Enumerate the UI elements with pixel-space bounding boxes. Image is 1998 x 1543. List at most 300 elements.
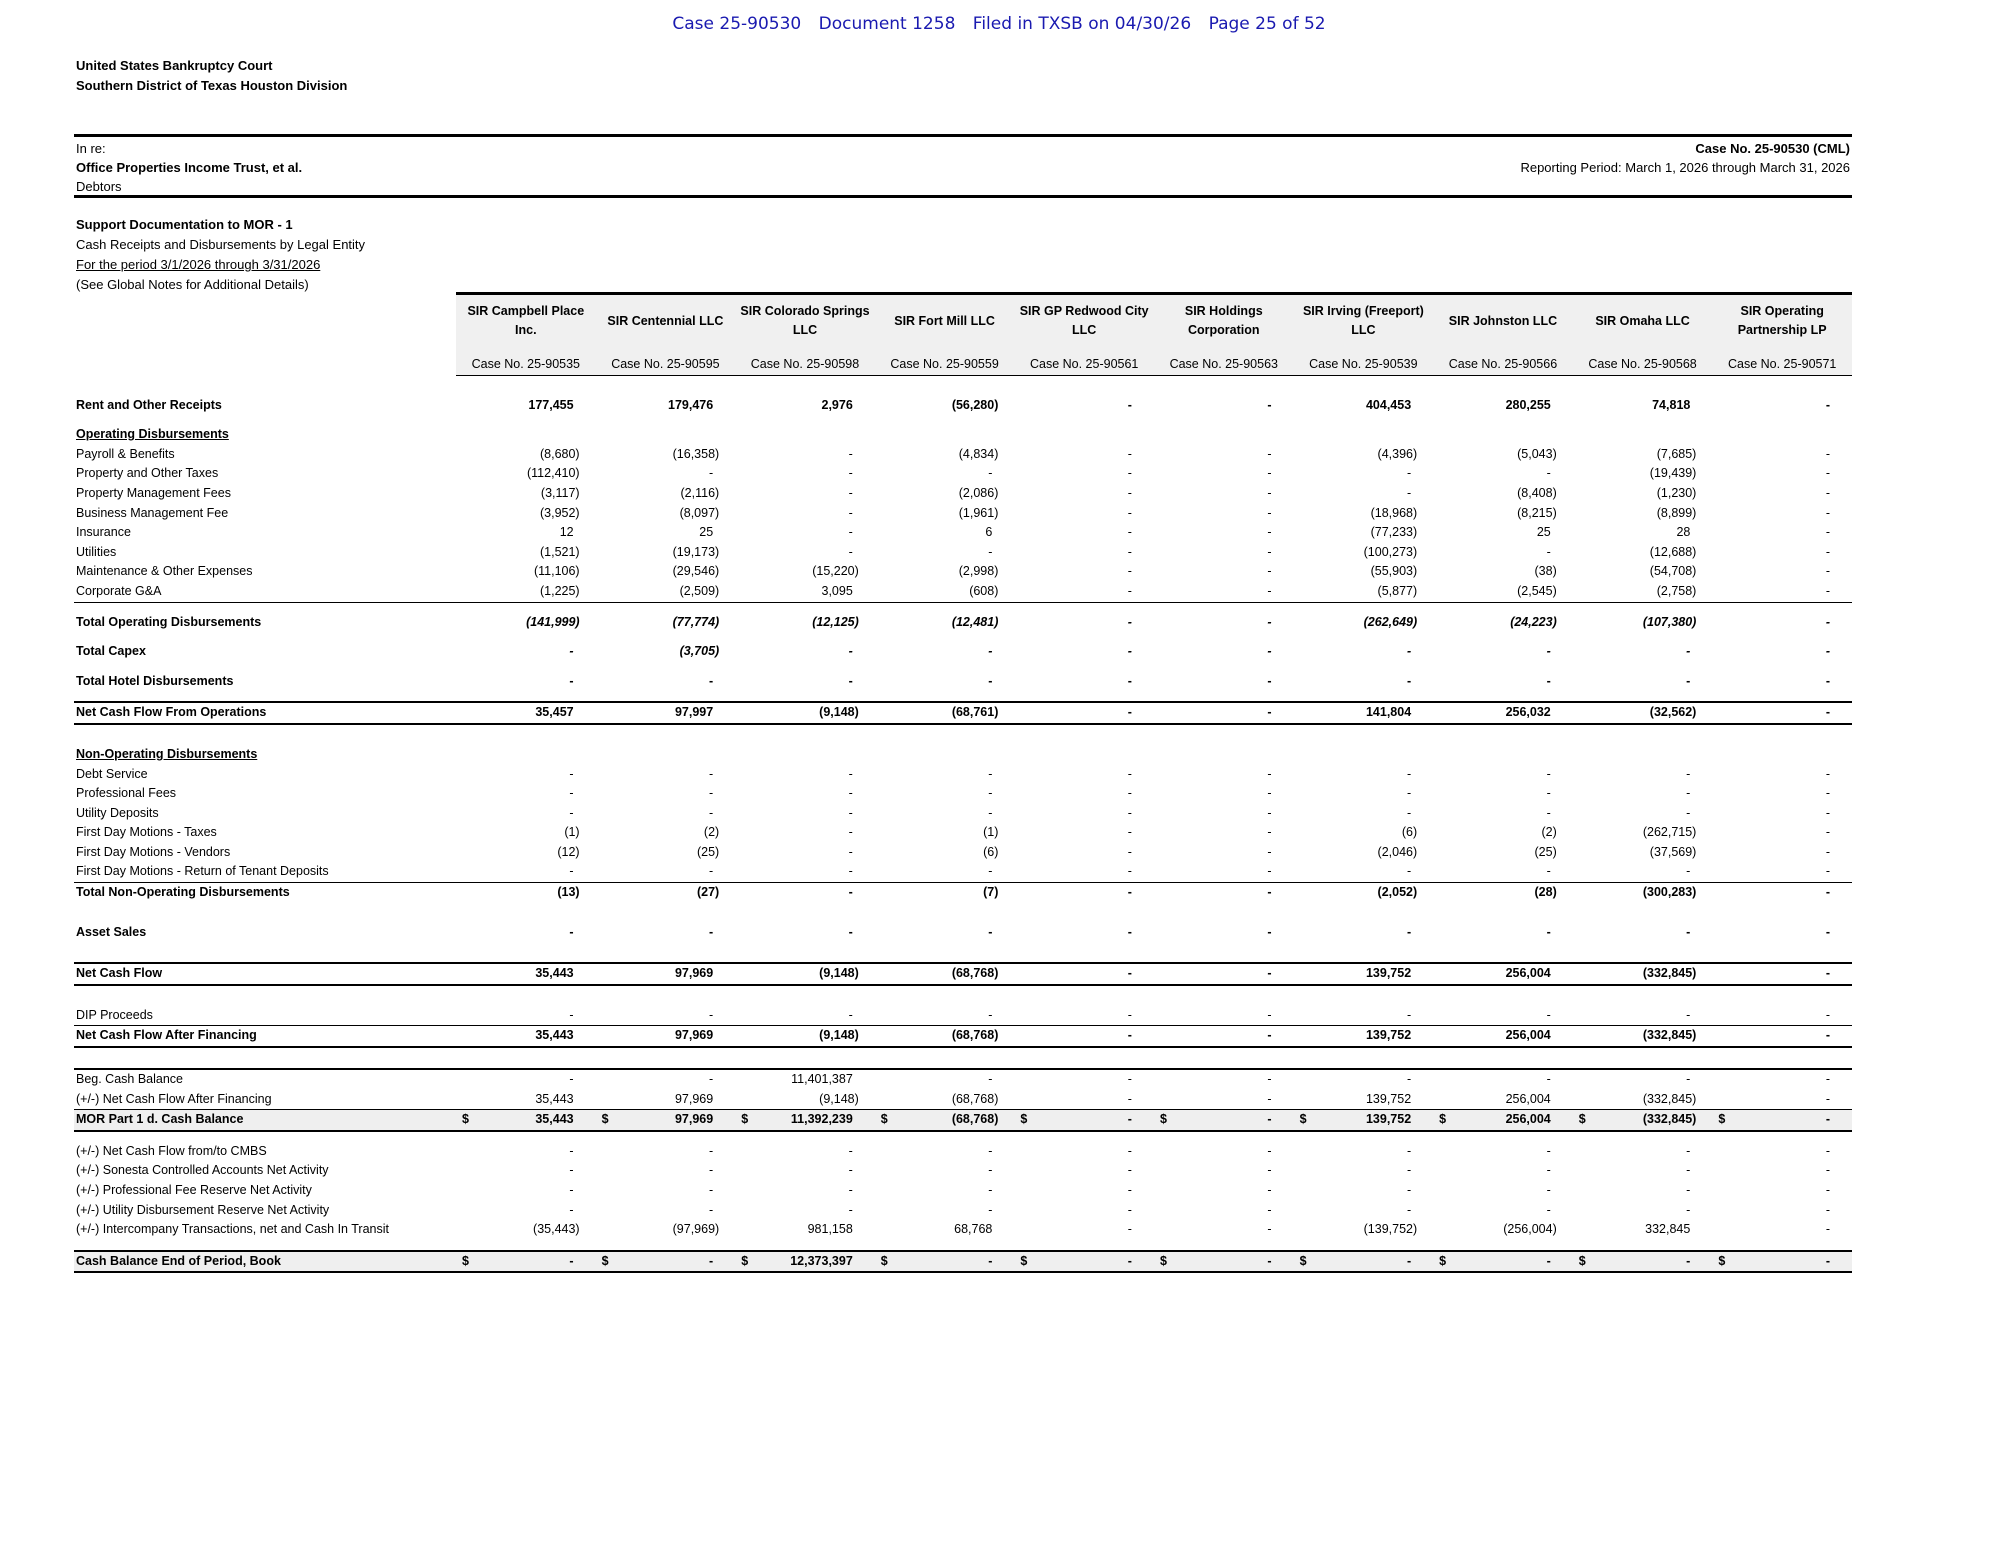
- value-cell: -: [988, 924, 993, 939]
- stamp-page: Page 25 of 52: [1208, 14, 1326, 34]
- value-cell: (13): [557, 885, 580, 900]
- value-cell: -: [1825, 564, 1830, 579]
- value-cell: 35,443: [456, 1090, 596, 1110]
- value-cell: (3,952): [539, 505, 580, 520]
- spacer-cell: [1573, 1240, 1713, 1251]
- value-cell: -: [1825, 614, 1830, 629]
- spacer-cell: [1712, 724, 1852, 745]
- debtor-name: Office Properties Income Trust, et al.: [76, 160, 303, 175]
- value-cell: -: [1546, 786, 1551, 801]
- value-cell: (1,961): [958, 505, 999, 520]
- value-cell: -: [709, 1072, 714, 1087]
- entity-case-number: Case No. 25-90566: [1433, 355, 1573, 375]
- value-cell: -: [1686, 1163, 1691, 1178]
- value-cell: -: [1127, 544, 1132, 559]
- value-cell: 256,004: [1433, 1026, 1573, 1047]
- in-re: In re:: [76, 141, 106, 156]
- row-label: Property Management Fees: [76, 485, 231, 500]
- spacer-cell: [74, 415, 456, 425]
- table-row-interco: [74, 1220, 1852, 1240]
- dollar-value-cell: [596, 1110, 736, 1131]
- value-cell: -: [1127, 1163, 1132, 1178]
- dollar-value-cell: [1294, 1251, 1434, 1273]
- value-cell: (1,225): [456, 582, 596, 602]
- empty-cell: [1433, 745, 1573, 765]
- dollar-value-cell: [735, 1251, 875, 1273]
- value-cell: 35,443: [456, 1026, 596, 1047]
- value-cell: -: [569, 1072, 574, 1087]
- value-cell: -: [848, 825, 853, 840]
- spacer-cell: [1433, 1240, 1573, 1251]
- value-cell: (68,768): [875, 1026, 1015, 1047]
- row-label: Utilities: [76, 544, 117, 559]
- spacer-cell: [596, 662, 736, 672]
- dollar-sign: $: [880, 1253, 888, 1268]
- value-cell: -: [848, 786, 853, 801]
- label-column-header: [74, 294, 456, 348]
- value-cell: -: [569, 805, 574, 820]
- spacer-cell: [1294, 691, 1434, 702]
- cell-value: -: [1686, 1253, 1691, 1268]
- value-cell: (1,230): [1656, 485, 1697, 500]
- value-cell: -: [1433, 1006, 1573, 1026]
- value-cell: -: [848, 805, 853, 820]
- value-cell: -: [1267, 1222, 1272, 1237]
- dollar-value-cell: [875, 1110, 1015, 1131]
- header-gap-cell: [1154, 347, 1294, 355]
- header-gap-cell: [1573, 347, 1713, 355]
- value-cell: -: [1825, 1202, 1830, 1217]
- row-label: Net Cash Flow From Operations: [74, 702, 456, 724]
- spacer-cell: [456, 415, 596, 425]
- value-cell: -: [1406, 805, 1412, 820]
- spacer-cell: [74, 1047, 456, 1069]
- spacer-cell: [1573, 724, 1713, 745]
- cell-value: -: [1267, 1253, 1272, 1268]
- dollar-value-cell: [1014, 1110, 1154, 1131]
- dollar-value-cell: [1433, 1251, 1573, 1273]
- value-cell: 2,976: [821, 397, 853, 412]
- value-cell: 25: [1536, 525, 1551, 540]
- value-cell: -: [1712, 1090, 1852, 1110]
- value-cell: -: [1154, 1006, 1294, 1026]
- spacer-cell: [735, 903, 875, 923]
- spacer-cell: [735, 985, 875, 1006]
- dollar-sign: $: [1299, 1253, 1307, 1268]
- header-gap-cell: [735, 347, 875, 355]
- value-cell: 179,476: [668, 397, 714, 412]
- row-label: First Day Motions - Return of Tenant Deposits: [74, 862, 456, 882]
- dollar-value-cell: [1573, 1251, 1713, 1273]
- spacer-cell: [1294, 375, 1434, 396]
- spacer-cell: [1712, 691, 1852, 702]
- spacer-cell: [596, 632, 736, 642]
- spacer-cell: [735, 1047, 875, 1069]
- value-cell: 256,032: [1433, 702, 1573, 724]
- spacer-cell: [1573, 632, 1713, 642]
- value-cell: -: [735, 862, 875, 882]
- cell-value: 12,373,397: [790, 1253, 853, 1268]
- value-cell: -: [1267, 466, 1272, 481]
- spacer-cell: [74, 375, 456, 396]
- value-cell: -: [988, 1143, 993, 1158]
- spacer-cell: [735, 662, 875, 672]
- entity-column-header: SIR Irving (Freeport) LLC: [1294, 294, 1434, 348]
- cell-value: 139,752: [1365, 1112, 1412, 1127]
- value-cell: -: [1014, 702, 1154, 724]
- dollar-sign: $: [1159, 1112, 1167, 1127]
- value-cell: -: [1127, 1143, 1132, 1158]
- value-cell: -: [1127, 466, 1132, 481]
- value-cell: -: [1546, 1163, 1551, 1178]
- value-cell: (1): [564, 825, 580, 840]
- value-cell: 35,457: [456, 702, 596, 724]
- spacer-cell: [456, 985, 596, 1006]
- entity-column-header: SIR Colorado Springs LLC: [735, 294, 875, 348]
- value-cell: -: [1406, 1143, 1412, 1158]
- spacer-cell: [1014, 602, 1154, 613]
- value-cell: 256,004: [1433, 963, 1573, 985]
- spacer-cell: [596, 1131, 736, 1142]
- value-cell: -: [1686, 805, 1691, 820]
- spacer-cell: [456, 1240, 596, 1251]
- spacer-cell: [1154, 985, 1294, 1006]
- value-cell: -: [1712, 862, 1852, 882]
- dollar-sign: $: [1020, 1253, 1028, 1268]
- spacer-cell: [1433, 985, 1573, 1006]
- value-cell: (12,688): [1649, 544, 1697, 559]
- cell-value: -: [1267, 1112, 1272, 1127]
- entity-column-header: SIR Centennial LLC: [596, 294, 736, 348]
- value-cell: -: [1406, 786, 1412, 801]
- value-cell: 3,095: [735, 582, 875, 602]
- value-cell: (19,439): [1649, 466, 1697, 481]
- value-cell: (18,968): [1370, 505, 1418, 520]
- value-cell: 332,845: [1645, 1222, 1691, 1237]
- spacer-cell: [1573, 985, 1713, 1006]
- cell-value: 256,004: [1505, 1112, 1551, 1127]
- value-cell: -: [709, 805, 714, 820]
- spacer-cell: [74, 662, 456, 672]
- value-cell: (332,845): [1573, 1090, 1713, 1110]
- dollar-value-cell: [456, 1251, 596, 1273]
- value-cell: -: [848, 466, 853, 481]
- empty-cell: [1712, 425, 1852, 445]
- value-cell: -: [1825, 1183, 1830, 1197]
- value-cell: -: [1014, 582, 1154, 602]
- value-cell: -: [1294, 1006, 1434, 1026]
- value-cell: -: [1546, 544, 1551, 559]
- spacer-cell: [1433, 1047, 1573, 1069]
- dollar-sign: $: [1578, 1253, 1586, 1268]
- value-cell: 256,004: [1433, 1090, 1573, 1110]
- value-cell: -: [1014, 963, 1154, 985]
- value-cell: (7): [983, 885, 999, 900]
- value-cell: -: [1406, 673, 1412, 688]
- cell-value: 97,969: [674, 1112, 714, 1127]
- value-cell: -: [709, 924, 714, 939]
- spacer-cell: [735, 1240, 875, 1251]
- value-cell: (332,845): [1573, 963, 1713, 985]
- spacer-cell: [875, 1047, 1015, 1069]
- table-row-mor-cash: [74, 1110, 1852, 1131]
- value-cell: 97,969: [596, 1026, 736, 1047]
- table-row-rent: [74, 396, 1852, 416]
- value-cell: -: [848, 1202, 853, 1217]
- value-cell: -: [988, 786, 993, 801]
- value-cell: -: [1127, 766, 1132, 781]
- spacer-row: [74, 632, 1852, 642]
- value-cell: (1,521): [539, 544, 580, 559]
- dollar-value-cell: [1573, 1110, 1713, 1131]
- value-cell: -: [848, 1163, 853, 1178]
- row-label: Net Cash Flow: [74, 963, 456, 985]
- case-number: Case No. 25-90530 (CML): [1695, 141, 1850, 156]
- row-label: Asset Sales: [76, 924, 147, 939]
- spacer-row: [74, 1240, 1852, 1251]
- table-row-sonesta: [74, 1161, 1852, 1181]
- value-cell: -: [988, 544, 993, 559]
- header-gap-cell: [1712, 347, 1852, 355]
- value-cell: 68,768: [954, 1222, 993, 1237]
- value-cell: -: [1127, 397, 1132, 412]
- value-cell: -: [569, 1143, 574, 1158]
- value-cell: -: [1294, 862, 1434, 882]
- value-cell: -: [848, 924, 853, 939]
- spacer-cell: [1294, 1240, 1434, 1251]
- table-row-util-reserve: [74, 1201, 1852, 1221]
- spacer-cell: [1573, 1131, 1713, 1142]
- value-cell: -: [1267, 805, 1272, 820]
- spacer-cell: [1712, 1047, 1852, 1069]
- entity-case-number: Case No. 25-90598: [735, 355, 875, 375]
- table-row-beg-cash: [74, 1069, 1852, 1090]
- value-cell: (3,705): [679, 644, 720, 659]
- row-label: Professional Fees: [76, 786, 177, 801]
- table-row-total-nonop: [74, 883, 1852, 903]
- value-cell: -: [988, 766, 993, 781]
- spacer-cell: [1433, 375, 1573, 396]
- spacer-cell: [596, 942, 736, 963]
- spacer-row: [74, 985, 1852, 1006]
- value-cell: -: [456, 1006, 596, 1026]
- row-label: Debt Service: [76, 766, 148, 781]
- value-cell: -: [1686, 924, 1691, 939]
- value-cell: (2,052): [1377, 885, 1418, 900]
- row-label: Total Operating Disbursements: [76, 614, 262, 629]
- value-cell: -: [1825, 885, 1830, 900]
- value-cell: -: [1406, 485, 1412, 500]
- dollar-sign: $: [601, 1253, 609, 1268]
- value-cell: -: [1825, 805, 1830, 820]
- spacer-cell: [875, 985, 1015, 1006]
- value-cell: -: [848, 673, 853, 688]
- value-cell: -: [1825, 1143, 1830, 1158]
- spacer-cell: [456, 602, 596, 613]
- spacer-cell: [1154, 375, 1294, 396]
- spacer-cell: [1433, 691, 1573, 702]
- value-cell: -: [1127, 825, 1132, 840]
- entity-column-header: SIR Campbell Place Inc.: [456, 294, 596, 348]
- value-cell: (56,280): [951, 397, 999, 412]
- empty-cell: [1154, 745, 1294, 765]
- header-gap-cell: [456, 347, 596, 355]
- value-cell: (8,408): [1517, 485, 1557, 500]
- value-cell: (4,396): [1377, 446, 1418, 461]
- spacer-cell: [74, 903, 456, 923]
- value-cell: -: [1267, 885, 1272, 900]
- table-row-insurance: [74, 523, 1852, 543]
- value-cell: -: [1127, 1202, 1132, 1217]
- cell-value: -: [569, 1253, 574, 1268]
- value-cell: -: [456, 862, 596, 882]
- spacer-cell: [596, 415, 736, 425]
- spacer-cell: [74, 1240, 456, 1251]
- value-cell: (141,999): [526, 614, 580, 629]
- spacer-cell: [875, 602, 1015, 613]
- header-gap-cell: [1294, 347, 1434, 355]
- value-cell: (139,752): [1363, 1222, 1418, 1237]
- table-row-prop-mgmt: [74, 484, 1852, 504]
- value-cell: (12): [557, 844, 580, 859]
- value-cell: -: [1267, 1072, 1272, 1087]
- value-cell: (2): [1541, 825, 1557, 840]
- stamp-case: Case 25-90530: [672, 14, 802, 34]
- dollar-sign: $: [880, 1112, 888, 1127]
- spacer-cell: [74, 602, 456, 613]
- value-cell: -: [1267, 614, 1272, 629]
- spacer-cell: [1573, 375, 1713, 396]
- value-cell: 97,969: [596, 1090, 736, 1110]
- value-cell: (6): [1401, 825, 1418, 840]
- value-cell: -: [1267, 766, 1272, 781]
- empty-cell: [596, 425, 736, 445]
- empty-cell: [1154, 425, 1294, 445]
- table-row-prof-reserve: [74, 1181, 1852, 1201]
- value-cell: 6: [985, 525, 993, 540]
- cell-value: (68,768): [951, 1112, 999, 1127]
- dollar-value-cell: [735, 1110, 875, 1131]
- value-cell: -: [1267, 1202, 1272, 1217]
- value-cell: -: [1127, 525, 1132, 540]
- value-cell: (32,562): [1573, 702, 1713, 724]
- spacer-cell: [1154, 691, 1294, 702]
- value-cell: -: [1154, 1026, 1294, 1047]
- value-cell: (7,685): [1656, 446, 1697, 461]
- value-cell: -: [1406, 466, 1412, 481]
- table-row-total-op: [74, 613, 1852, 633]
- table-row-maint: [74, 562, 1852, 582]
- value-cell: (2,116): [680, 485, 720, 500]
- value-cell: -: [1154, 1090, 1294, 1110]
- row-label: MOR Part 1 d. Cash Balance: [74, 1110, 456, 1131]
- spacer-cell: [875, 1240, 1015, 1251]
- value-cell: (1): [983, 825, 999, 840]
- value-cell: (77,774): [672, 614, 720, 629]
- spacer-cell: [1433, 903, 1573, 923]
- table-row-net-after-fin: [74, 1026, 1852, 1047]
- value-cell: -: [988, 673, 993, 688]
- spacer-cell: [1154, 903, 1294, 923]
- header-gap-cell: [1433, 347, 1573, 355]
- value-cell: (2,046): [1377, 844, 1418, 859]
- spacer-cell: [1294, 602, 1434, 613]
- dollar-sign: $: [1439, 1112, 1447, 1127]
- value-cell: -: [1267, 397, 1272, 412]
- value-cell: -: [1406, 924, 1412, 939]
- value-cell: -: [1686, 1183, 1691, 1197]
- value-cell: -: [1712, 702, 1852, 724]
- value-cell: -: [988, 466, 993, 481]
- value-cell: -: [1686, 1202, 1691, 1217]
- spacer-cell: [456, 632, 596, 642]
- value-cell: (5,877): [1294, 582, 1434, 602]
- value-cell: (35,443): [533, 1222, 580, 1237]
- spacer-row: [74, 375, 1852, 396]
- value-cell: (2,086): [958, 485, 999, 500]
- dollar-sign: $: [1718, 1253, 1726, 1268]
- cell-value: -: [709, 1253, 714, 1268]
- spacer-cell: [875, 415, 1015, 425]
- spacer-cell: [1712, 662, 1852, 672]
- row-label: Total Non-Operating Disbursements: [76, 885, 290, 900]
- spacer-cell: [1712, 632, 1852, 642]
- value-cell: -: [1267, 1163, 1272, 1178]
- spacer-cell: [1294, 662, 1434, 672]
- value-cell: (112,410): [527, 466, 580, 481]
- table-row-utilities: [74, 543, 1852, 563]
- value-cell: (8,680): [539, 446, 580, 461]
- value-cell: -: [1154, 963, 1294, 985]
- spacer-cell: [74, 691, 456, 702]
- spacer-cell: [1712, 375, 1852, 396]
- spacer-cell: [875, 1131, 1015, 1142]
- spacer-cell: [74, 942, 456, 963]
- table-row-prop-tax: [74, 464, 1852, 484]
- spacer-cell: [1014, 985, 1154, 1006]
- value-cell: -: [1267, 1183, 1272, 1197]
- spacer-cell: [1014, 415, 1154, 425]
- value-cell: (16,358): [672, 446, 720, 461]
- value-cell: (9,148): [735, 702, 875, 724]
- spacer-cell: [1154, 942, 1294, 963]
- value-cell: (28): [1534, 885, 1557, 900]
- table-row-util-dep: [74, 804, 1852, 824]
- spacer-cell: [1154, 632, 1294, 642]
- value-cell: -: [1825, 844, 1830, 859]
- stamp-document: Document 1258: [818, 14, 956, 34]
- value-cell: -: [1712, 582, 1852, 602]
- row-label: First Day Motions - Vendors: [76, 844, 231, 859]
- spacer-row: [74, 662, 1852, 672]
- value-cell: -: [709, 766, 714, 781]
- value-cell: (332,845): [1573, 1026, 1713, 1047]
- entity-case-number: Case No. 25-90561: [1014, 355, 1154, 375]
- cell-value: -: [1127, 1112, 1132, 1127]
- value-cell: -: [1825, 786, 1830, 801]
- value-cell: (68,761): [875, 702, 1015, 724]
- value-cell: -: [709, 786, 714, 801]
- spacer-cell: [1573, 691, 1713, 702]
- value-cell: -: [1686, 766, 1691, 781]
- entity-case-number: Case No. 25-90535: [456, 355, 596, 375]
- spacer-cell: [596, 903, 736, 923]
- empty-cell: [456, 745, 596, 765]
- spacer-cell: [456, 662, 596, 672]
- row-label: Beg. Cash Balance: [76, 1072, 184, 1087]
- value-cell: -: [1154, 582, 1294, 602]
- value-cell: -: [1546, 924, 1551, 939]
